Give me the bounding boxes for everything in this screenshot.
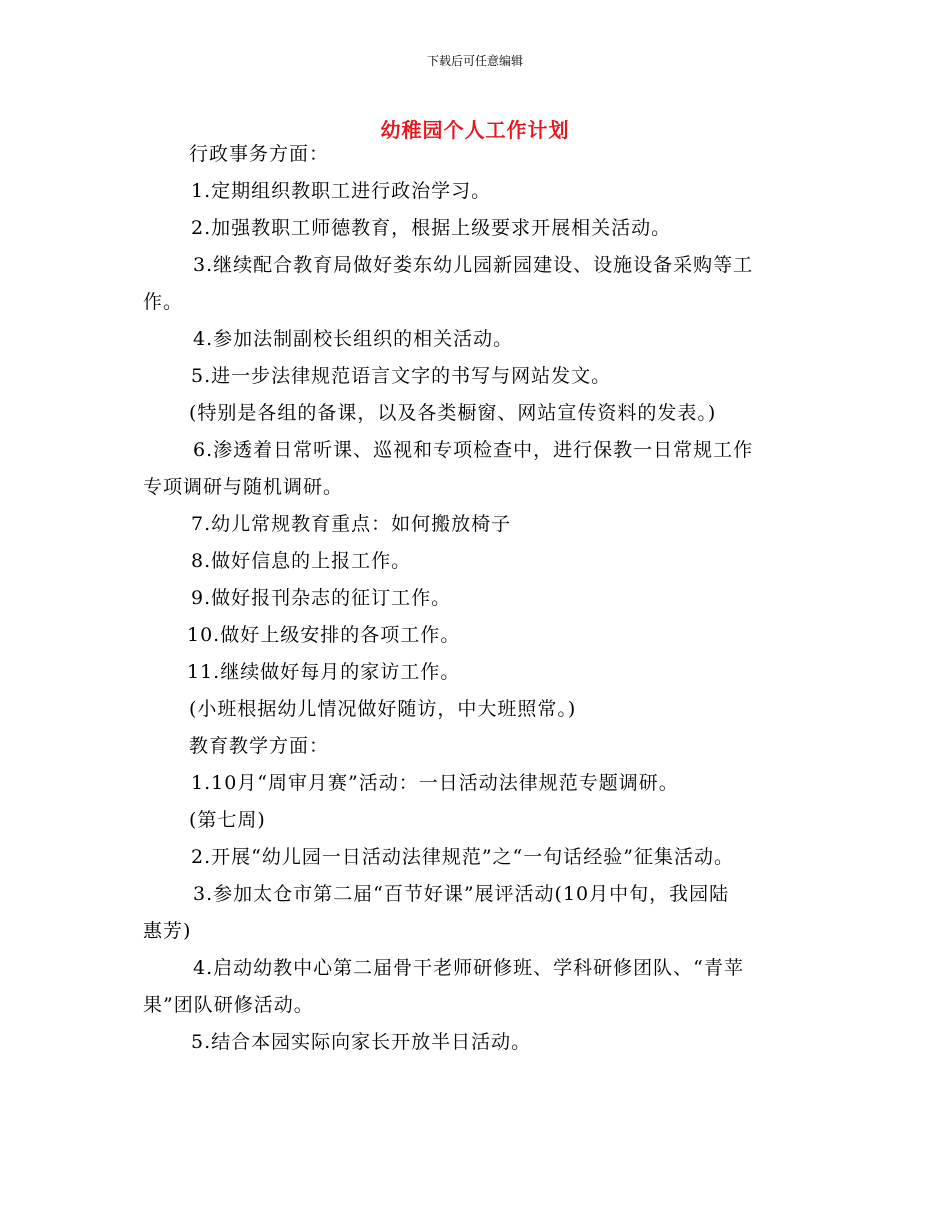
list-item: 11.继续做好每月的家访工作。 (187, 661, 461, 683)
note-line: (小班根据幼儿情况做好随访，中大班照常。) (189, 698, 577, 720)
list-item-continuation: 惠芳) (143, 920, 192, 942)
list-item: 2.加强教职工师德教育，根据上级要求开展相关活动。 (191, 217, 672, 239)
list-item: 1.定期组织教职工进行政治学习。 (191, 180, 492, 202)
header-note: 下载后可任意编辑 (426, 54, 523, 68)
list-item: 3.继续配合教育局做好娄东幼儿园新园建设、设施设备采购等工 (193, 254, 754, 276)
list-item: 8.做好信息的上报工作。 (191, 550, 412, 572)
list-item: 3.参加太仓市第二届“百节好课”展评活动(10月中旬，我园陆 (193, 883, 730, 905)
section-heading-teaching: 教育教学方面： (189, 735, 330, 757)
list-item: 7.幼儿常规教育重点：如何搬放椅子 (191, 513, 512, 535)
document-title: 幼稚园个人工作计划 (380, 118, 570, 142)
document-body (143, 136, 813, 1061)
list-item: 10.做好上级安排的各项工作。 (187, 624, 461, 646)
list-item: 9.做好报刊杂志的征订工作。 (191, 587, 452, 609)
list-item-continuation: 专项调研与随机调研。 (143, 476, 344, 498)
list-item: 1.10月“周审月赛”活动：一日活动法律规范专题调研。 (191, 772, 679, 794)
list-item: 4.参加法制副校长组织的相关活动。 (193, 328, 514, 350)
list-item: 6.渗透着日常听课、巡视和专项检查中，进行保教一日常规工作 (193, 439, 754, 461)
list-item: 5.进一步法律规范语言文字的书写与网站发文。 (191, 365, 612, 387)
list-item: 2.开展“幼儿园一日活动法律规范”之“一句话经验”征集活动。 (191, 846, 734, 868)
section-heading-admin: 行政事务方面： (189, 143, 330, 165)
list-item: 5.结合本园实际向家长开放半日活动。 (191, 1031, 532, 1053)
note-line: (第七周) (189, 809, 266, 831)
list-item: 4.启动幼教中心第二届骨干老师研修班、学科研修团队、“青苹 (193, 957, 744, 979)
note-line: (特别是各组的备课，以及各类橱窗、网站宣传资料的发表。) (189, 402, 717, 424)
list-item-continuation: 果”团队研修活动。 (143, 994, 314, 1016)
list-item-continuation: 作。 (143, 291, 184, 313)
